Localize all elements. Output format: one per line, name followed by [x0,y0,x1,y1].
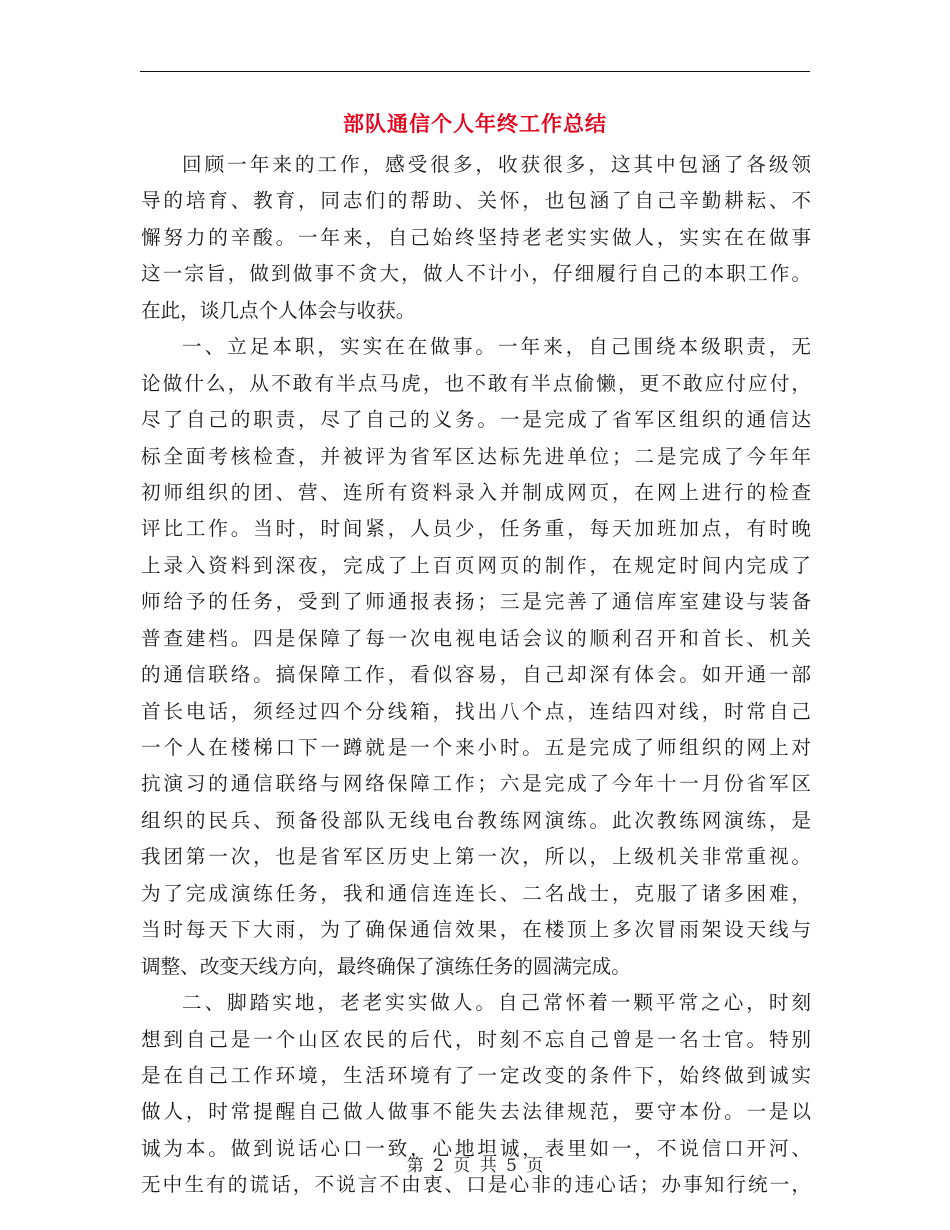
paragraph-line: 标全面考核检查，并被评为省军区达标先进单位；二是完成了今年年 [141,444,811,468]
paragraph-line: 为了完成演练任务，我和通信连连长、二名战士，克服了诸多困难， [141,881,811,905]
paragraph-line: 做人，时常提醒自己做人做事不能失去法律规范，要守本份。一是以 [141,1100,811,1124]
paragraph-line: 在此，谈几点个人体会与收获。 [141,298,416,322]
paragraph-line: 组织的民兵、预备役部队无线电台教练网演练。此次教练网演练，是 [141,808,811,832]
paragraph-line: 回顾一年来的工作，感受很多，收获很多，这其中包涵了各级领 [182,153,811,176]
paragraph-line: 上录入资料到深夜，完成了上百页网页的制作，在规定时间内完成了 [141,553,811,577]
paragraph-line: 师给予的任务，受到了师通报表扬；三是完善了通信库室建设与装备 [141,590,811,614]
paragraph-line: 无中生有的谎话，不说言不由衷、口是心非的违心话；办事知行统一， [141,1173,811,1197]
paragraph-line: 首长电话，须经过四个分线箱，找出八个点，连结四对线，时常自己 [141,699,811,723]
paragraph-line: 一、立足本职，实实在在做事。一年来，自己围绕本级职责，无 [182,335,811,359]
paragraph-line: 导的培育、教育，同志们的帮助、关怀，也包涵了自己辛勤耕耘、不 [141,189,811,213]
page-number-footer: 第 2 页 共 5 页 [406,1156,544,1176]
paragraph-line: 是在自己工作环境，生活环境有了一定改变的条件下，始终做到诚实 [141,1063,811,1087]
paragraph-line: 调整、改变天线方向，最终确保了演练任务的圆满完成。 [141,954,631,978]
paragraph-line: 当时每天下大雨，为了确保通信效果，在楼顶上多次冒雨架设天线与 [141,918,811,942]
document-title: 部队通信个人年终工作总结 [343,112,607,136]
paragraph-line: 论做什么，从不敢有半点马虎，也不敢有半点偷懒，更不敢应付应付， [141,371,811,395]
paragraph-line: 这一宗旨，做到做事不贪大，做人不计小，仔细履行自己的本职工作。 [141,262,811,286]
paragraph-line: 懈努力的辛酸。一年来，自己始终坚持老老实实做人，实实在在做事 [141,225,811,249]
paragraph-line: 尽了自己的职责，尽了自己的义务。一是完成了省军区组织的通信达 [141,408,811,432]
paragraph-line: 一个人在楼梯口下一蹲就是一个来小时。五是完成了师组织的网上对 [141,736,811,759]
paragraph-line: 想到自己是一个山区农民的后代，时刻不忘自己曾是一名士官。特别 [141,1027,811,1051]
paragraph-line: 初师组织的团、营、连所有资料录入并制成网页，在网上进行的检查 [141,480,811,504]
header-rule [140,71,810,72]
paragraph-line: 抗演习的通信联络与网络保障工作；六是完成了今年十一月份省军区 [141,772,811,796]
document-body [141,147,811,1204]
paragraph-line: 二、脚踏实地，老老实实做人。自己常怀着一颗平常之心，时刻 [182,991,811,1015]
paragraph-line: 评比工作。当时，时间紧，人员少，任务重，每天加班加点，有时晚 [141,517,811,541]
paragraph-line: 我团第一次，也是省军区历史上第一次，所以，上级机关非常重视。 [141,845,811,869]
paragraph-line: 诚为本。做到说话心口一致，心地坦诚，表里如一，不说信口开河、 [141,1136,811,1160]
paragraph-line: 的通信联络。搞保障工作，看似容易，自己却深有体会。如开通一部 [141,663,811,687]
paragraph-line: 普查建档。四是保障了每一次电视电话会议的顺利召开和首长、机关 [141,626,811,650]
